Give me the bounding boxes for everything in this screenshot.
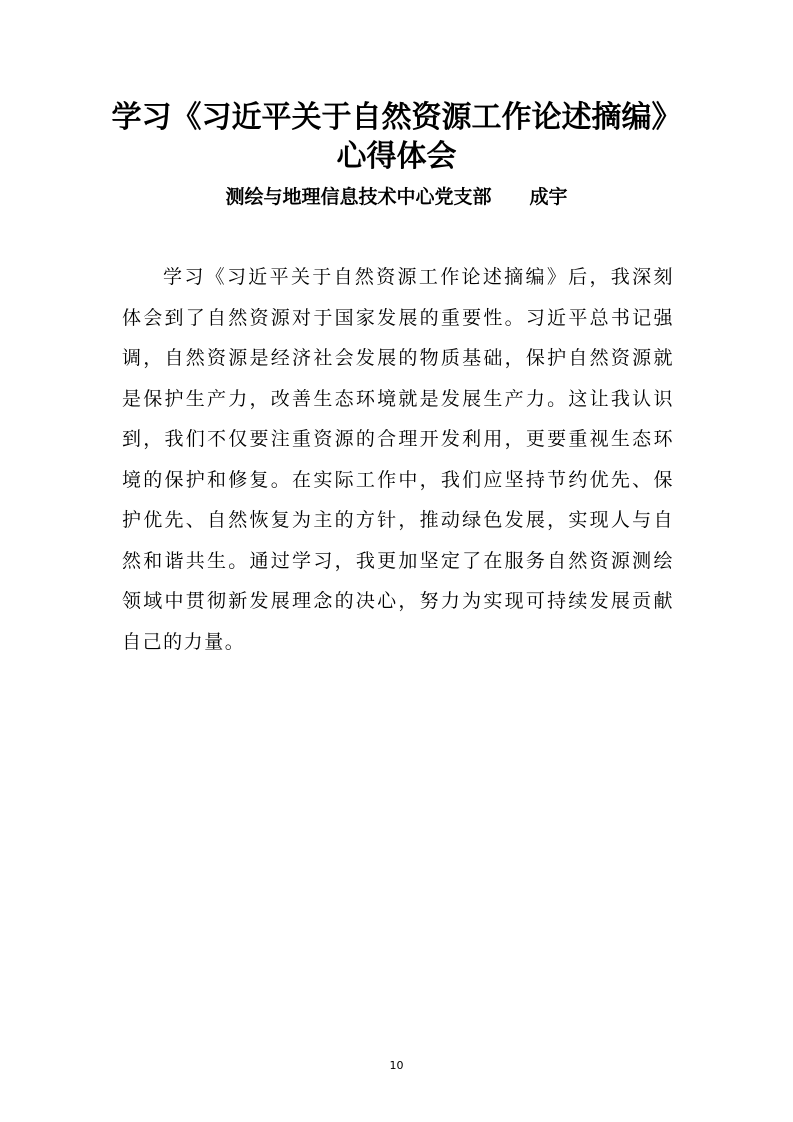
byline <box>100 183 693 211</box>
document-title-line-1: 学习《习近平关于自然资源工作论述摘编》 <box>111 100 682 135</box>
document-title-line-2: 心得体会 <box>336 139 457 174</box>
page-number: 10 <box>389 1059 404 1072</box>
byline-organization: 测绘与地理信息技术中心党支部 <box>225 186 492 208</box>
byline-author: 成宇 <box>529 186 568 208</box>
body-paragraph: 学习《习近平关于自然资源工作论述摘编》后，我深刻体会到了自然资源对于国家发展的重要性。习近平总书记强调，自然资源是经济社会发展的物质基础，保护自然资源就是保护生产力，改善生态环境就是发展生产力。这让我认识到，我们不仅要注重资源的合理开发利用，更要重视生态环境的保护和修复。在实际工作中，我们应坚持节约优先、保护优先、自然恢复为主的方针，推动绿色发展，实现人与自然和谐共生。通过学习，我更加坚定了在服务自然资源测绘领域中贯彻新发展理念的决心，努力为实现可持续发展贡献自己的力量。 <box>122 266 674 653</box>
